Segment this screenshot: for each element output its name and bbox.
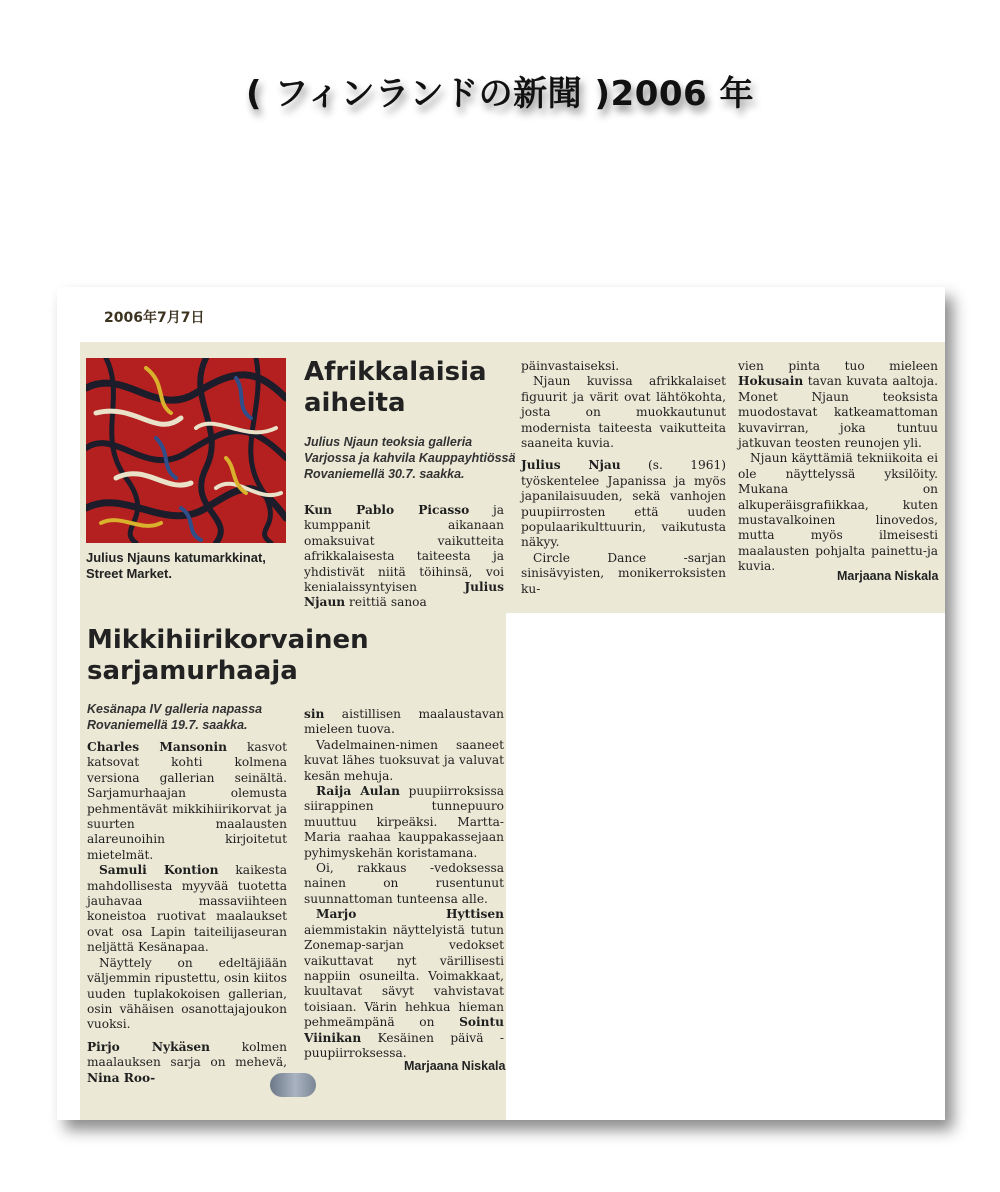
paragraph: Njaun käyttämiä tekniikoita ei ole näyttelyssä yksilöity. Mukana on alkuperäisgrafiikkaa, kuten mustavalkoinen linovedos, mutta myös ilmeisesti maalausten pohjalta painettu-ja kuvia. [738, 451, 938, 574]
bold-name: sin [304, 707, 325, 721]
bold-name: Marjo Hyttisen [316, 907, 504, 922]
newspaper-clipping [57, 287, 945, 1120]
text-run: ja kumppanit aikanaan omaksuivat vaikutteita afrikkalaisesta taiteesta ja yhdistivät niitä töihinsä, voi kenialaissyntyisen [304, 503, 504, 595]
text-run: vien pinta tuo mieleen [738, 359, 938, 373]
text-run: reittiä sanoa [345, 595, 427, 610]
scan-smudge [270, 1073, 316, 1097]
article1-signature: Marjaana Niskala [837, 569, 939, 583]
article2-column-1 [87, 740, 287, 1086]
bold-name: Julius Njau [521, 458, 621, 473]
bold-name: Sointu Viinikan [304, 1015, 504, 1045]
bold-name: Charles Mansonin [87, 740, 228, 754]
paragraph: Vadelmainen-nimen saaneet kuvat lähes tuoksuvat ja valuvat kesän mehuja. [304, 737, 504, 783]
text-run: kasvot katsovat kohti kolmena versiona gallerian seinältä. Sarjamurhaajan olemusta pehmentävät mikkihiirikorvat ja suurten maalausten alareunoihin kirjoitetut mietelmät. [87, 740, 287, 862]
bold-name: Pirjo Nykäsen [87, 1039, 210, 1054]
bold-name: Hokusain [738, 374, 804, 389]
paragraph: Näyttely on edeltäjiään väljemmin ripustettu, osin kiitos uuden tuplakokoisen gallerian, osin vähäisen osanottajajoukon vuoksi. [87, 955, 287, 1032]
street-market-painting [86, 358, 286, 543]
text-run: kolmen maalauksen sarja on mehevä, [87, 1039, 287, 1070]
bold-name: Kun Pablo Picasso [304, 503, 470, 517]
paragraph: Circle Dance -sarjan sinisävyisten, monikerroksisten ku- [521, 550, 726, 596]
bold-name: Nina Roo- [87, 1070, 156, 1085]
bold-name: Samuli Kontion [99, 863, 219, 878]
article2-subheading: Kesänapa IV galleria napassa Rovaniemellä 19.7. saakka. [87, 702, 263, 732]
paragraph: Oi, rakkaus -vedoksessa nainen on rusentunut suunnattoman tunteensa alle. [304, 861, 504, 906]
clipping-date: 2006年7月7日 [104, 310, 205, 326]
text-run: aistillisen maalaustavan mieleen tuova. [304, 707, 504, 737]
article1-column-1 [304, 503, 504, 611]
text-run: kaikesta mahdollisesta myyvää tuotetta jauhavaa massaviihteen koneistoa ruotivat maalaukset ovat osa Lapin taiteilijaseuran neljättä Kesänapaa. [87, 863, 287, 955]
article1-column-3 [738, 359, 938, 575]
article1-column-2 [521, 359, 726, 597]
article1-subheading: Julius Njaun teoksia galleria Varjossa ja kahvila Kauppayhtiössä Rovaniemellä 30.7. saakka. [304, 435, 516, 481]
bold-name: Julius Njaun [304, 580, 504, 610]
bold-name: Raija Aulan [316, 784, 400, 799]
article2-signature: Marjaana Niskala [404, 1059, 506, 1073]
paragraph: päinvastaiseksi. [521, 359, 620, 373]
article1-headline: Afrikkalaisia aiheita [304, 357, 487, 418]
paragraph: Njaun kuvissa afrikkalaiset figuurit ja värit ovat lähtökohta, josta on muokkautunut modernista taiteesta vaikutteita saaneita kuvia. [521, 374, 726, 451]
text-run: Kesäinen päivä -puupiirroksessa. [304, 1030, 504, 1060]
text-run: tavan kuvata aaltoja. Monet Njaun teoksista muodostavat katkeamattoman kuvavirran, joka tuntuu jatkuvan teosten reunojen yli. [738, 374, 938, 451]
text-run: (s. 1961) työskentelee Japanissa ja myös japanilaisuuden, sekä vanhojen puupiirrosten että uuden populaarikulttuurin, vaikutusta näkyy. [521, 458, 726, 550]
article2-column-2 [304, 707, 504, 1061]
page-title: ( フィンランドの新聞 )2006 年 [246, 74, 754, 114]
article2-headline: Mikkihiirikorvainen sarjamurhaaja [87, 625, 369, 686]
text-run: puupiirroksissa siirappinen tunnepuuro muuttuu kirpeäksi. Martta-Maria raahaa kauppakassejaan pyhimyskehän koristamana. [304, 784, 504, 860]
text-run: aiemmistakin näyttelyistä tutun Zonemap-sarjan vedokset vaikuttavat nyt värillisesti nappiin osuneilta. Voimakkaat, kuultavat sävyt vahvistavat toisiaan. Värin hehkua hieman pehmeämpänä on [304, 922, 504, 1030]
image-caption: Julius Njauns katumarkkinat, Street Market. [86, 550, 266, 581]
